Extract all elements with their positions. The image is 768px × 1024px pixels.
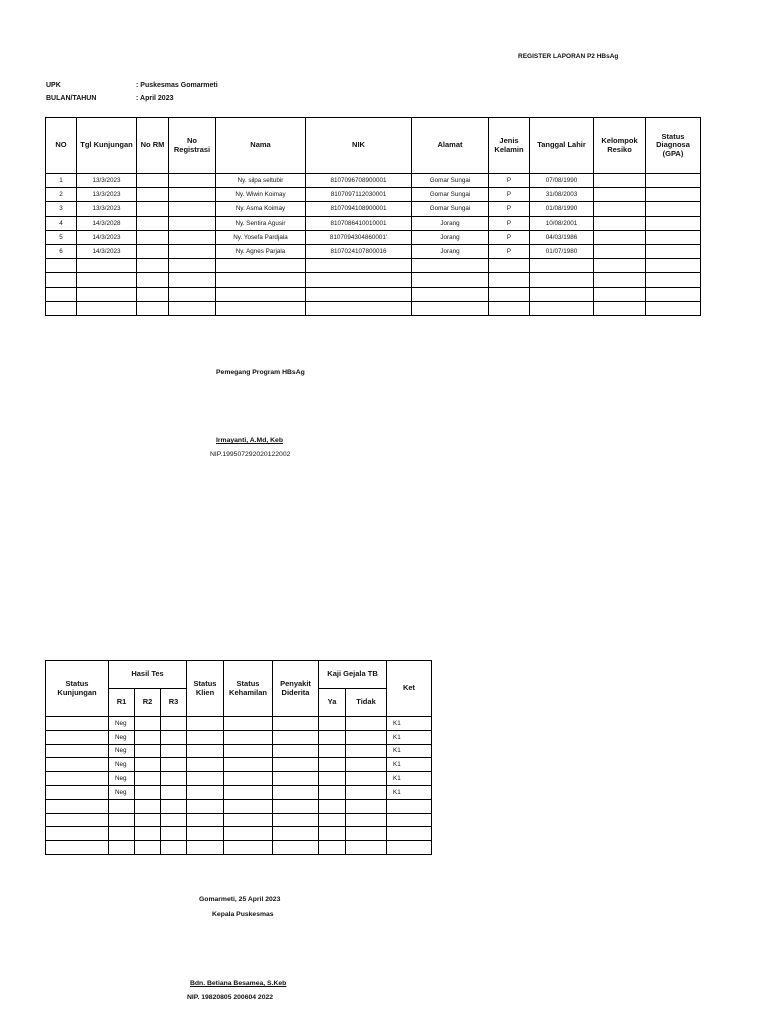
test-row-cell [273,799,319,813]
test-row-cell [346,785,387,799]
register-row-cell [137,174,169,188]
test-row-cell [346,744,387,758]
head-nip: NIP. 19820805 200604 2022 [187,994,274,1001]
register-row-cell [216,287,306,301]
test-row-cell: Neg [109,730,135,744]
register-row-cell [646,216,701,230]
register-row-cell: 07/08/1990 [530,174,594,188]
register-row-cell: Gomar Sungai [412,202,489,216]
register-row-cell [646,244,701,258]
program-holder-name: Irmayanti, A.Md, Keb [216,437,283,444]
col-r3: R3 [161,689,187,717]
register-row-cell: P [489,216,530,230]
test-row-cell [187,730,224,744]
col-tidak: Tidak [346,689,387,717]
register-row-cell [594,188,646,202]
register-row-cell: 13/3/2023 [77,174,137,188]
register-row-cell: P [489,230,530,244]
test-row-cell [46,744,109,758]
test-row-cell [224,758,273,772]
test-row-cell [161,813,187,827]
col-penyakit-diderita: Penyakit Diderita [273,661,319,717]
test-row-cell [161,785,187,799]
register-row-cell [412,259,489,273]
register-row-cell [646,230,701,244]
register-row-cell: 4 [46,216,77,230]
register-row-cell [646,188,701,202]
register-row-cell: Jorang [412,216,489,230]
test-row [46,717,432,731]
register-row [46,287,701,301]
test-row-cell [273,841,319,855]
test-header-row-1 [46,661,432,689]
test-row-cell: K1 [387,758,432,772]
register-row-cell: Ny. silpa seltubir [216,174,306,188]
register-row-cell [169,287,216,301]
register-row [46,273,701,287]
register-row-cell [137,259,169,273]
test-row-cell [187,717,224,731]
register-row-cell [530,287,594,301]
test-row-cell [273,772,319,786]
test-row-cell: Neg [109,772,135,786]
test-row-cell [319,758,346,772]
col-nik: NIK [306,118,412,174]
col-status-kehamilan: Status Kehamilan [224,661,273,717]
register-row-cell [137,273,169,287]
test-row [46,744,432,758]
test-row-cell: K1 [387,772,432,786]
register-row-cell: 31/08/2003 [530,188,594,202]
test-row-cell [273,785,319,799]
col-status-kunjungan: Status Kunjungan [46,661,109,717]
register-row-cell: Jorang [412,230,489,244]
test-row-cell [187,827,224,841]
register-row-cell [646,174,701,188]
test-row-cell [319,827,346,841]
register-row-cell: 5 [46,230,77,244]
col-alamat: Alamat [412,118,489,174]
register-row-cell: Ny. Agnes Parjala [216,244,306,258]
register-row-cell: 13/3/2023 [77,202,137,216]
register-row-cell [594,174,646,188]
program-holder-role: Pemegang Program HBsAg [216,369,305,376]
test-row-cell [346,813,387,827]
test-row [46,799,432,813]
test-row-cell [346,799,387,813]
test-row-cell [224,785,273,799]
register-row-cell [137,202,169,216]
test-row [46,827,432,841]
test-row-cell [346,758,387,772]
register-row-cell [489,259,530,273]
register-row-cell: 14/3/2028 [77,216,137,230]
register-row-cell [646,287,701,301]
test-row-cell [346,717,387,731]
register-row-cell [169,230,216,244]
register-row-cell [137,188,169,202]
register-row-cell [594,244,646,258]
test-row-cell [224,799,273,813]
test-row-cell [187,772,224,786]
test-row-cell [187,813,224,827]
register-row-cell: P [489,202,530,216]
register-row-cell [77,287,137,301]
register-row-cell [306,273,412,287]
test-row-cell [46,785,109,799]
register-header-row [46,118,701,174]
register-row-cell [412,301,489,315]
register-row-cell [216,301,306,315]
register-row-cell [77,301,137,315]
col-tgl-kunjungan: Tgl Kunjungan [77,118,137,174]
register-row [46,174,701,188]
test-row-cell: K1 [387,717,432,731]
register-row-cell: P [489,174,530,188]
register-row-cell [646,301,701,315]
register-row-cell [412,273,489,287]
test-row-cell: Neg [109,758,135,772]
register-row-cell [594,202,646,216]
test-row-cell [161,827,187,841]
test-row-cell [224,827,273,841]
test-row-cell [273,758,319,772]
register-row-cell [306,287,412,301]
test-row [46,772,432,786]
register-row-cell: 8107096708900001 [306,174,412,188]
test-row-cell [161,772,187,786]
col-jenis-kelamin: Jenis Kelamin [489,118,530,174]
col-ket: Ket [387,661,432,717]
report-title: REGISTER LAPORAN P2 HBsAg [518,53,619,60]
test-row-cell [346,772,387,786]
program-holder-nip: NIP.199507292020122002 [210,451,291,458]
test-row-cell [319,799,346,813]
test-row-cell [319,813,346,827]
test-row-cell [273,813,319,827]
test-row-cell [135,799,161,813]
test-row-cell: Neg [109,717,135,731]
register-row-cell [46,273,77,287]
test-row-cell [387,841,432,855]
test-result-table [45,660,432,855]
register-row [46,301,701,315]
register-row-cell [489,301,530,315]
period-label: BULAN/TAHUN [46,95,97,102]
register-row-cell: Ny. Wiwin Koimay [216,188,306,202]
col-status-diagnosa: Status Diagnosa (GPA) [646,118,701,174]
register-row-cell: 8107024107800016 [306,244,412,258]
register-row-cell [169,202,216,216]
register-row-cell: Jorang [412,244,489,258]
register-row-cell [137,301,169,315]
test-row-cell [224,717,273,731]
test-row-cell [187,799,224,813]
test-row-cell [135,717,161,731]
test-row [46,758,432,772]
register-row-cell [306,259,412,273]
test-row-cell [319,717,346,731]
test-row-cell [387,827,432,841]
register-row-cell [169,244,216,258]
test-row-cell [46,717,109,731]
test-row-cell [135,841,161,855]
period-value: : April 2023 [136,95,174,102]
test-row [46,785,432,799]
test-row-cell [187,785,224,799]
test-row-cell [46,813,109,827]
register-row-cell: 1 [46,174,77,188]
test-row-cell [187,758,224,772]
register-row-cell [530,301,594,315]
test-row-cell [224,744,273,758]
head-name: Bdn. Betiana Besamea, S.Keb [190,980,287,987]
col-status-klien: Status Klien [187,661,224,717]
sign-place-date: Gomarmeti, 25 April 2023 [199,896,281,903]
register-table [45,117,701,316]
register-row-cell [594,301,646,315]
register-row-cell: 14/3/2023 [77,230,137,244]
register-row-cell: 3 [46,202,77,216]
register-row-cell: 01/07/1980 [530,244,594,258]
register-row-cell: 10/08/2001 [530,216,594,230]
test-row-cell [387,813,432,827]
register-row-cell [594,287,646,301]
register-row-cell [169,301,216,315]
register-row-cell [216,273,306,287]
test-row-cell [319,730,346,744]
col-no-rm: No RM [137,118,169,174]
test-row-cell [273,744,319,758]
test-row-cell [273,717,319,731]
test-row-cell [46,827,109,841]
test-row-cell [109,841,135,855]
test-row-cell [319,841,346,855]
test-row-cell [224,730,273,744]
test-row-cell: Neg [109,785,135,799]
col-nama: Nama [216,118,306,174]
register-row-cell [646,202,701,216]
register-row-cell [169,259,216,273]
register-row-cell [77,273,137,287]
register-row-cell: P [489,188,530,202]
col-r1: R1 [109,689,135,717]
test-row-cell [135,758,161,772]
test-row-cell [224,841,273,855]
register-row [46,216,701,230]
test-row-cell [135,785,161,799]
register-row-cell [169,188,216,202]
register-row-cell [594,216,646,230]
test-row-cell [319,744,346,758]
register-row-cell: Gomar Sungai [412,174,489,188]
register-row-cell: 14/3/2023 [77,244,137,258]
col-hasil-tes: Hasil Tes [109,661,187,689]
test-row-cell [109,827,135,841]
register-row-cell [46,259,77,273]
test-row-cell [346,730,387,744]
upk-label: UPK [46,82,61,89]
test-row-cell [161,758,187,772]
register-row [46,244,701,258]
register-row-cell: Ny. Asma Koimay [216,202,306,216]
register-row-cell [646,259,701,273]
test-row-cell: K1 [387,744,432,758]
register-row-cell: 6 [46,244,77,258]
test-row-cell [46,799,109,813]
upk-value: : Puskesmas Gomarmeti [136,82,218,89]
test-row-cell [187,744,224,758]
test-row-cell [161,744,187,758]
test-row-cell [161,799,187,813]
register-row-cell [530,259,594,273]
register-row-cell [412,287,489,301]
col-no: NO [46,118,77,174]
register-row-cell [594,259,646,273]
register-row-cell [646,273,701,287]
register-row-cell [137,230,169,244]
register-row-cell [169,216,216,230]
register-row-cell [489,273,530,287]
test-row-cell [387,799,432,813]
test-row-cell [135,827,161,841]
register-row-cell: Ny. Sentira Agusir [216,216,306,230]
register-row-cell [530,273,594,287]
test-row [46,813,432,827]
col-r2: R2 [135,689,161,717]
test-row-cell: K1 [387,785,432,799]
head-role: Kepala Puskesmas [212,911,274,918]
test-row [46,841,432,855]
register-row-cell: 8107086410010001 [306,216,412,230]
col-kaji-gejala-tb: Kaji Gejala TB [319,661,387,689]
test-row-cell [46,758,109,772]
register-row-cell: 8107094108900001 [306,202,412,216]
register-row-cell [137,287,169,301]
test-row-cell [161,717,187,731]
register-row [46,259,701,273]
col-no-registrasi: No Registrasi [169,118,216,174]
register-row [46,202,701,216]
register-row-cell [137,216,169,230]
test-row-cell [224,772,273,786]
register-row-cell [594,230,646,244]
register-row-cell [46,287,77,301]
test-row-cell [224,813,273,827]
register-row-cell: Gomar Sungai [412,188,489,202]
test-row-cell [109,813,135,827]
test-row-cell [135,730,161,744]
test-row-cell [346,841,387,855]
register-row-cell: P [489,244,530,258]
test-row-cell: K1 [387,730,432,744]
test-row-cell [161,730,187,744]
col-ya: Ya [319,689,346,717]
register-row-cell: 2 [46,188,77,202]
test-row-cell [46,841,109,855]
register-row-cell: 01/08/1990 [530,202,594,216]
register-row-cell [169,174,216,188]
test-row-cell [187,841,224,855]
test-row [46,730,432,744]
col-kelompok-resiko: Kelompok Resiko [594,118,646,174]
register-row-cell: 8107097112030001 [306,188,412,202]
test-row-cell [273,827,319,841]
register-row-cell [216,259,306,273]
test-row-cell [273,730,319,744]
register-row [46,188,701,202]
test-row-cell [161,841,187,855]
register-row-cell [77,259,137,273]
register-row-cell [169,273,216,287]
register-row-cell: 13/3/2023 [77,188,137,202]
test-row-cell [46,730,109,744]
test-row-cell [46,772,109,786]
register-row-cell: Ny. Yosefa Pardjala [216,230,306,244]
test-row-cell [319,785,346,799]
test-row-cell: Neg [109,744,135,758]
register-row-cell [137,244,169,258]
register-row-cell: 04/03/1986 [530,230,594,244]
register-row-cell [46,301,77,315]
register-row [46,230,701,244]
test-row-cell [135,772,161,786]
register-row-cell [489,287,530,301]
test-row-cell [346,827,387,841]
test-row-cell [135,813,161,827]
register-row-cell [306,301,412,315]
register-row-cell: 8107094304860001' [306,230,412,244]
col-tanggal-lahir: Tanggal Lahir [530,118,594,174]
test-row-cell [109,799,135,813]
test-row-cell [319,772,346,786]
test-row-cell [135,744,161,758]
register-row-cell [594,273,646,287]
